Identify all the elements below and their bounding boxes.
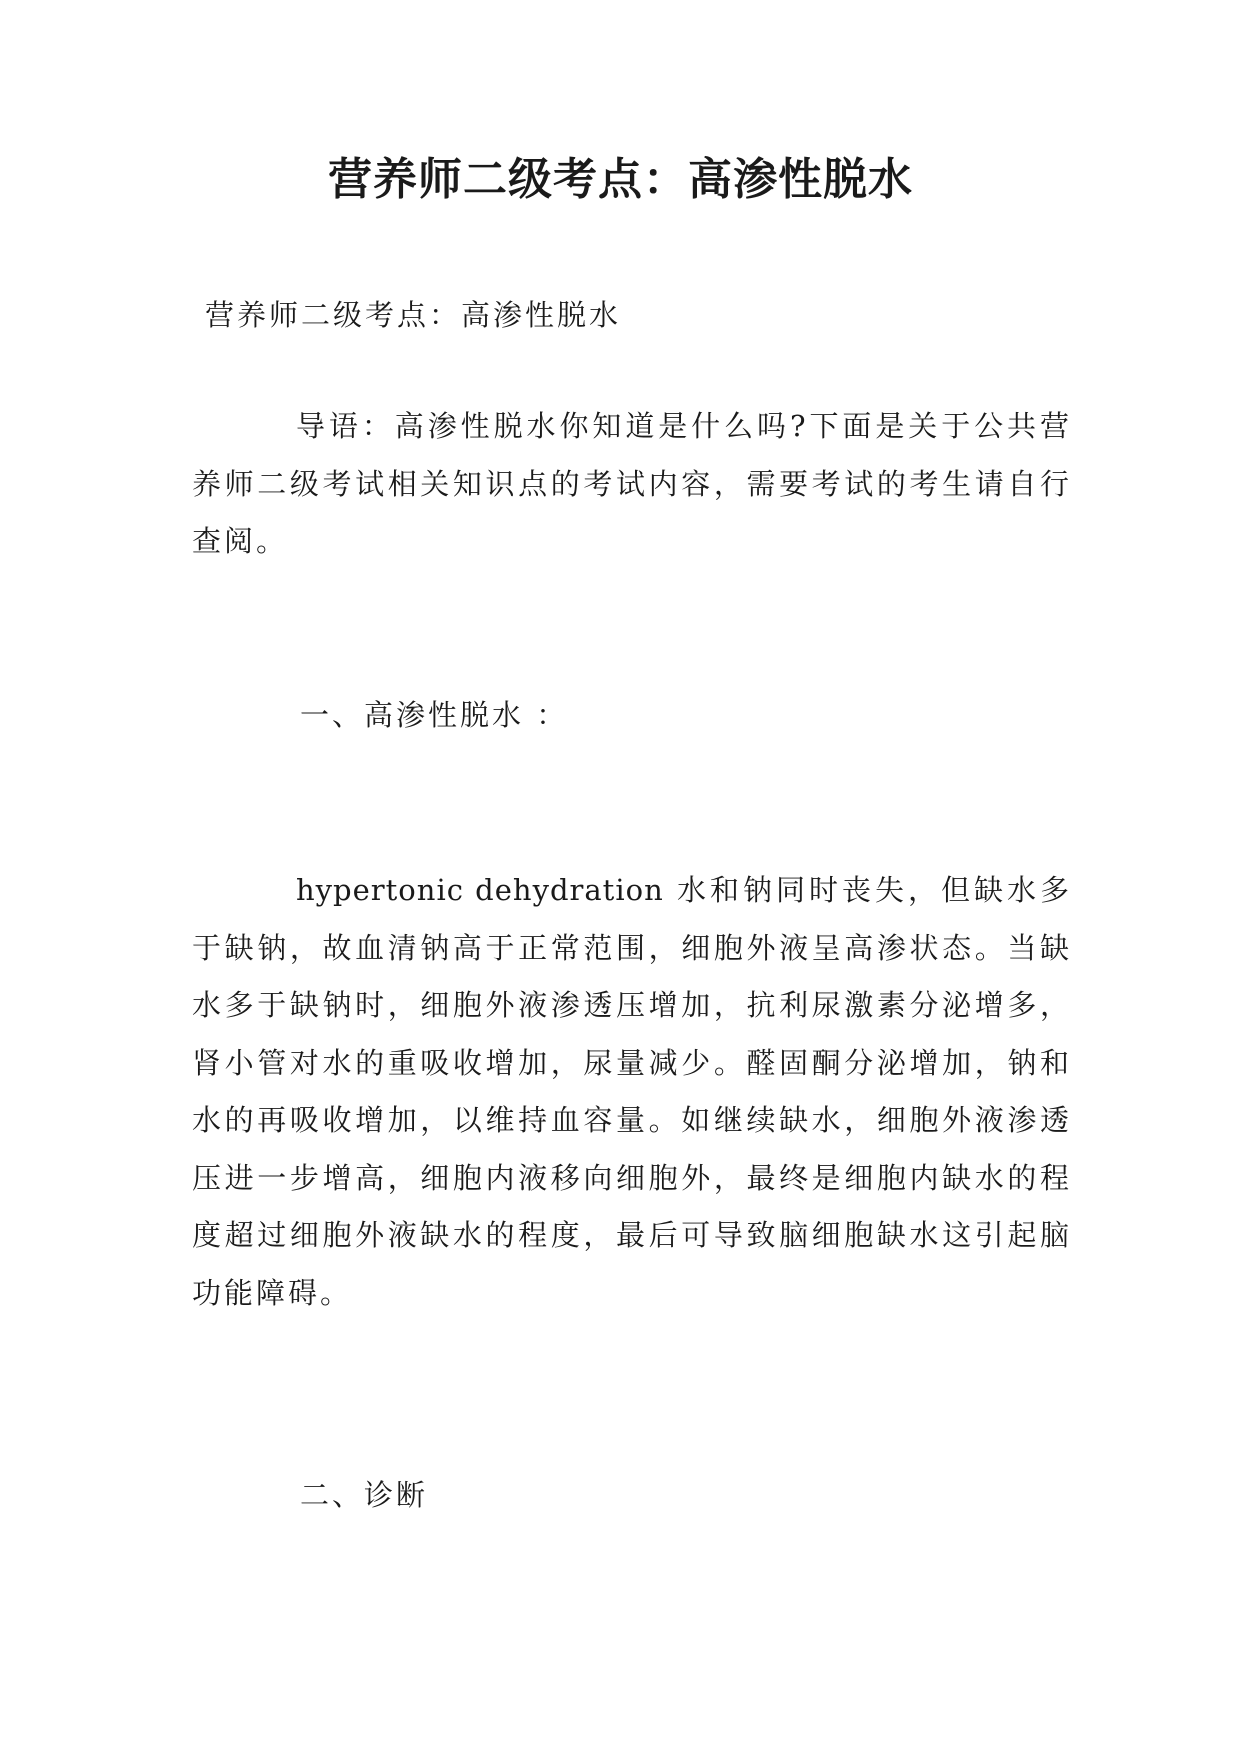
section-heading-1: 一、高渗性脱水 ：: [300, 698, 569, 732]
section-1-body-text: 水和钠同时丧失，但缺水多于缺钠，故血清钠高于正常范围，细胞外液呈高渗状态。当缺水多于缺钠时，细胞外液渗透压增加，抗利尿激素分泌增多，肾小管对水的重吸收增加，尿量减少。醛固酮分泌增加，钠和水的再吸收增加，以维持血容量。如继续缺水，细胞外液渗透压进一步增高，细胞内液移向细胞外，最终是细胞内缺水的程度超过细胞外液缺水的程度，最后可导致脑细胞缺水这引起脑功能障碍。: [192, 873, 1072, 1310]
section-1-paragraph: [192, 862, 1072, 1322]
intro-paragraph: 导语：高渗性脱水你知道是什么吗?下面是关于公共营养师二级考试相关知识点的考试内容，需要考试的考生请自行查阅。: [192, 409, 1072, 558]
document-subtitle: 营养师二级考点：高渗性脱水: [205, 298, 622, 332]
section-1-english-term: hypertonic dehydration: [296, 873, 664, 907]
document-title: 营养师二级考点：高渗性脱水: [328, 154, 913, 205]
section-heading-2: 二、诊断: [300, 1478, 429, 1512]
